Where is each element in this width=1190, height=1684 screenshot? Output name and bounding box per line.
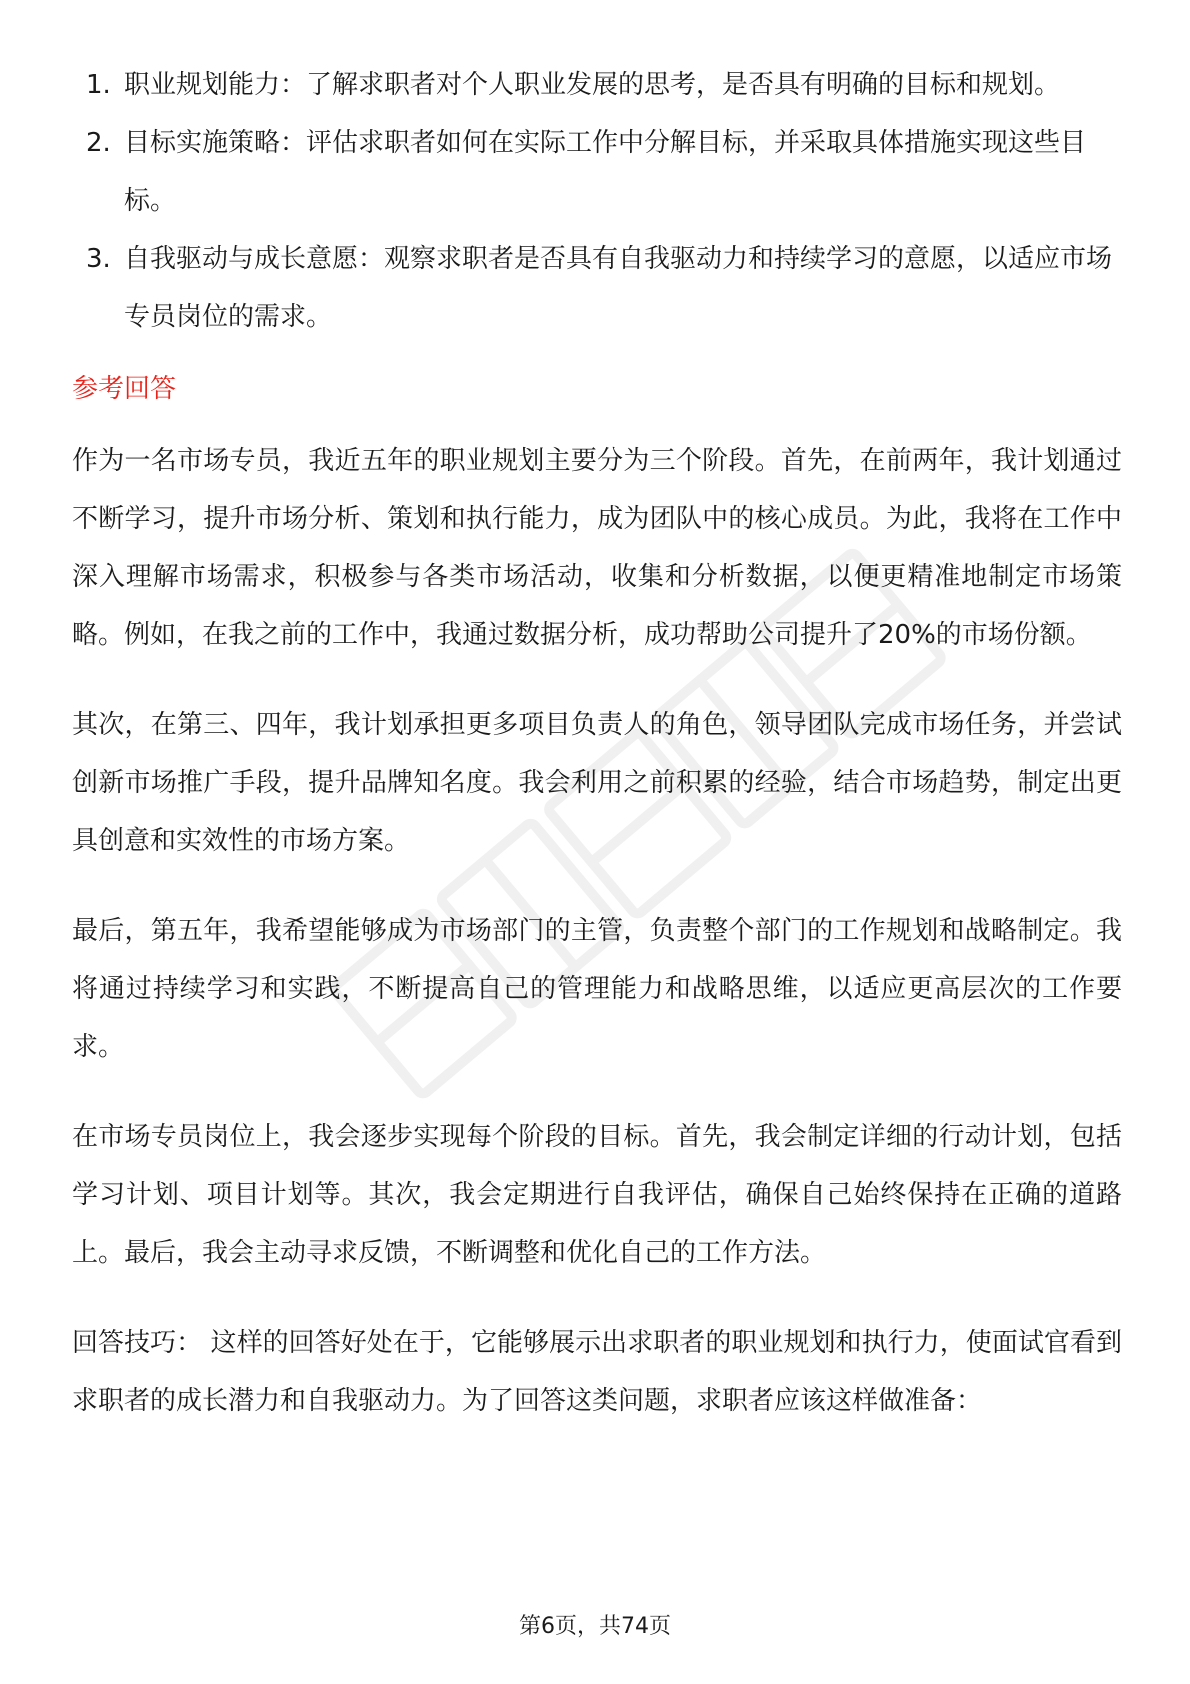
criteria-text: 自我驱动与成长意愿：观察求职者是否具有自我驱动力和持续学习的意愿，以适应市场专员岗位的需求。 xyxy=(124,244,1113,332)
reference-answer-heading: 参考回答 xyxy=(72,374,177,404)
criteria-text: 目标实施策略：评估求职者如何在实际工作中分解目标，并采取具体措施实现这些目标。 xyxy=(124,128,1087,216)
answer-paragraph-4: 在市场专员岗位上，我会逐步实现每个阶段的目标。首先，我会制定详细的行动计划，包括学习计划、项目计划等。其次，我会定期进行自我评估，确保自己始终保持在正确的道路上。最后，我会主动寻求反馈，不断调整和优化自己的工作方法。 xyxy=(72,1122,1122,1268)
criteria-number: 1. xyxy=(86,70,111,100)
criteria-number: 2. xyxy=(86,128,111,158)
evaluation-criteria-list xyxy=(72,56,1122,346)
answer-tips-paragraph: 回答技巧： 这样的回答好处在于，它能够展示出求职者的职业规划和执行力，使面试官看到求职者的成长潜力和自我驱动力。为了回答这类问题，求职者应该这样做准备： xyxy=(72,1328,1122,1416)
answer-paragraph-3: 最后，第五年，我希望能够成为市场部门的主管，负责整个部门的工作规划和战略制定。我将通过持续学习和实践，不断提高自己的管理能力和战略思维，以适应更高层次的工作要求。 xyxy=(72,916,1122,1062)
criteria-item xyxy=(72,56,1122,114)
criteria-item xyxy=(72,230,1122,346)
page-number: 第6页，共74页 xyxy=(519,1614,671,1639)
document-body xyxy=(72,56,1122,1430)
answer-paragraph-2: 其次，在第三、四年，我计划承担更多项目负责人的角色，领导团队完成市场任务，并尝试创新市场推广手段，提升品牌知名度。我会利用之前积累的经验，结合市场趋势，制定出更具创意和实效性的市场方案。 xyxy=(72,710,1122,856)
criteria-number: 3. xyxy=(86,244,111,274)
criteria-item xyxy=(72,114,1122,230)
criteria-text: 职业规划能力：了解求职者对个人职业发展的思考，是否具有明确的目标和规划。 xyxy=(124,70,1061,100)
answer-paragraph-1: 作为一名市场专员，我近五年的职业规划主要分为三个阶段。首先，在前两年，我计划通过不断学习，提升市场分析、策划和执行能力，成为团队中的核心成员。为此，我将在工作中深入理解市场需求，积极参与各类市场活动，收集和分析数据，以便更精准地制定市场策略。例如，在我之前的工作中，我通过数据分析，成功帮助公司提升了20%的市场份额。 xyxy=(72,446,1122,650)
